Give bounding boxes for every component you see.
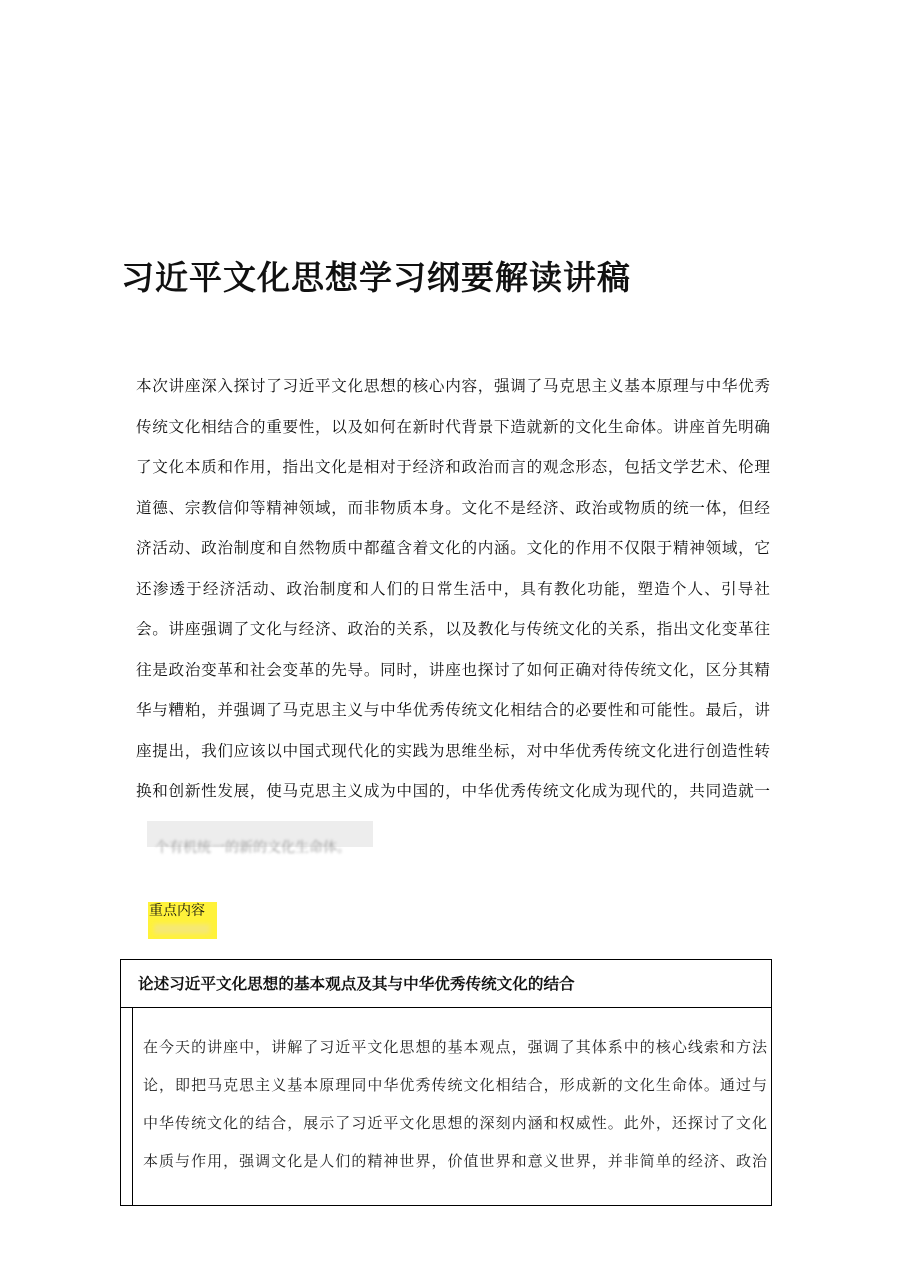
key-content-paragraph bbox=[143, 1028, 767, 1180]
summary-line: 往是政治变革和社会变革的先导。同时，讲座也探讨了如何正确对待传统文化，区分其精 bbox=[136, 660, 770, 679]
summary-paragraph bbox=[136, 366, 770, 812]
faded-summary-text: 个有机统一的新的文化生命体。 bbox=[155, 840, 351, 856]
body-line: 论，即把马克思主义基本原理同中华优秀传统文化相结合，形成新的文化生命体。通过与 bbox=[143, 1076, 767, 1094]
summary-line: 华与糟粕，并强调了马克思主义与中华优秀传统文化相结合的必要性和可能性。最后，讲 bbox=[136, 701, 770, 719]
summary-line: 换和创新性发展，使马克思主义成为中国的，中华优秀传统文化成为现代的，共同造就一 bbox=[136, 782, 770, 800]
summary-line: 道德、宗教信仰等精神领域，而非物质本身。文化不是经济、政治或物质的统一体，但经 bbox=[136, 498, 770, 517]
key-content-label-text: 重点内容 bbox=[149, 903, 205, 919]
summary-line: 济活动、政治制度和自然物质中都蕴含着文化的内涵。文化的作用不仅限于精神领域，它 bbox=[136, 539, 770, 557]
body-line: 本质与作用，强调文化是人们的精神世界，价值世界和意义世界，并非简单的经济、政治 bbox=[143, 1152, 767, 1170]
body-line: 中华传统文化的结合，展示了习近平文化思想的深刻内涵和权威性。此外，还探讨了文化 bbox=[143, 1114, 767, 1132]
summary-line: 座提出，我们应该以中国式现代化的实践为思维坐标，对中华优秀传统文化进行创造性转 bbox=[136, 741, 770, 760]
key-content-box bbox=[120, 959, 772, 1206]
summary-line: 会。讲座强调了文化与经济、政治的关系，以及教化与传统文化的关系，指出文化变革往 bbox=[136, 620, 770, 638]
key-content-body bbox=[121, 1008, 771, 1205]
summary-line: 还渗透于经济活动、政治制度和人们的日常生活中，具有教化功能，塑造个人、引导社 bbox=[136, 579, 770, 598]
key-content-label bbox=[148, 902, 217, 939]
body-line: 在今天的讲座中，讲解了习近平文化思想的基本观点，强调了其体系中的核心线索和方法 bbox=[143, 1038, 767, 1056]
blurred-highlight bbox=[154, 924, 210, 934]
document-title: 习近平文化思想学习纲要解读讲稿 bbox=[121, 258, 631, 297]
key-content-heading: 论述习近平文化思想的基本观点及其与中华优秀传统文化的结合 bbox=[121, 960, 771, 1008]
faded-summary-ending bbox=[147, 821, 373, 856]
summary-line: 本次讲座深入探讨了习近平文化思想的核心内容，强调了马克思主义基本原理与中华优秀 bbox=[136, 377, 770, 395]
summary-line: 了文化本质和作用，指出文化是相对于经济和政治而言的观念形态，包括文学艺术、伦理 bbox=[136, 458, 770, 476]
summary-line: 传统文化相结合的重要性，以及如何在新时代背景下造就新的文化生命体。讲座首先明确 bbox=[136, 417, 770, 436]
vertical-rule bbox=[132, 1008, 133, 1205]
